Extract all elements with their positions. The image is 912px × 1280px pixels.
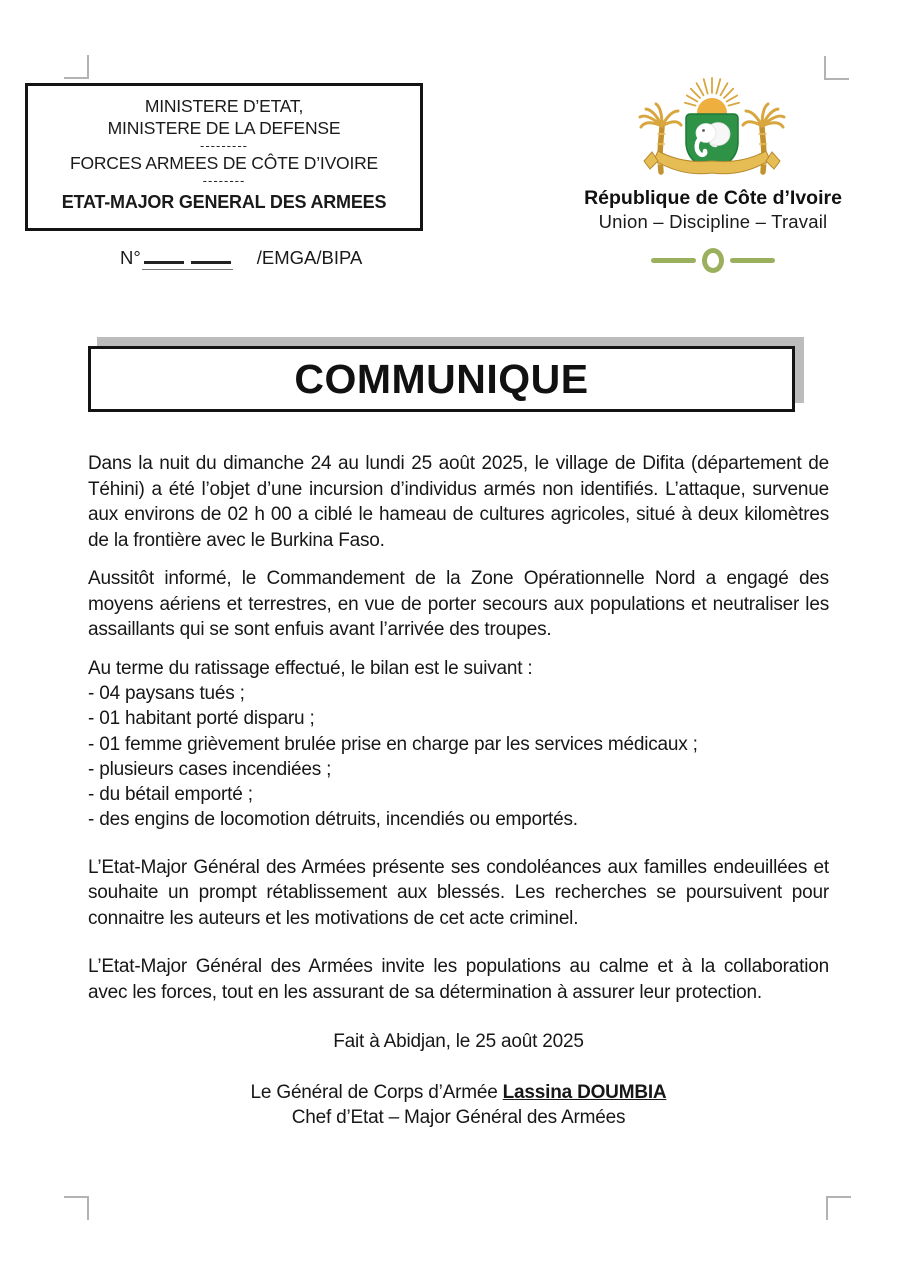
forces-armees-line: FORCES ARMEES DE CÔTE D’IVOIRE <box>69 153 379 173</box>
paragraph-appeal: L’Etat-Major Général des Armées invite les populations au calme et à la collaboration avec les forces, tout en les assurant de sa détermination à assurer leur protection. <box>88 956 829 1003</box>
reference-prefix: N° <box>120 247 141 268</box>
communique-title: COMMUNIQUE <box>294 355 589 402</box>
communique-title-box <box>88 346 795 412</box>
ministry-line-2: MINISTERE DE LA DEFENSE <box>107 118 341 138</box>
divider-line-left <box>651 258 696 263</box>
signature-line <box>88 1080 829 1106</box>
corner-mark-bottom-left <box>64 1196 89 1220</box>
corner-mark-top-right <box>824 56 849 80</box>
etat-major-line: ETAT-MAJOR GENERAL DES ARMEES <box>61 192 387 212</box>
corner-mark-bottom-right <box>826 1196 851 1220</box>
reference-number-line <box>120 247 362 270</box>
list-item: - plusieurs cases incendiées ; <box>88 758 332 780</box>
republic-title-block <box>575 186 851 233</box>
casualty-list-intro: Au terme du ratissage effectué, le bilan est le suivant : <box>88 657 533 679</box>
signature-block <box>88 1080 829 1131</box>
separator-dashes-1: --------- <box>200 138 248 153</box>
casualty-list <box>88 681 829 833</box>
paragraph-response: Aussitôt informé, le Commandement de la Zone Opérationnelle Nord a engagé des moyens aériens et terrestres, en vue de porter secours aux populations et neutraliser les assaillants qui se sont enfuis avant l’arrivée des troupes. <box>88 568 829 640</box>
divider-ring-icon <box>702 248 724 273</box>
ministry-header-box <box>25 83 423 231</box>
paragraph-condolences: L’Etat-Major Général des Armées présente ses condoléances aux familles endeuillées et souhaite un prompt rétablissement aux blessés. Les recherches se poursuivent pour connaitre les auteurs et les motivations de cet acte criminel. <box>88 856 829 929</box>
paragraph-incident: Dans la nuit du dimanche 24 au lundi 25 août 2025, le village de Difita (département de Téhini) a été l’objet d’une incursion d’individus armés non identifiés. L’attaque, survenue aux environs de 02 h 00 a ciblé le hameau de cultures agricoles, situé à deux kilomètres de la frontière avec le Burkina Faso. <box>88 453 829 551</box>
cote-divoire-coat-of-arms-icon <box>638 76 786 190</box>
list-item: - des engins de locomotion détruits, incendiés ou emportés. <box>88 809 578 831</box>
divider-line-right <box>730 258 775 263</box>
list-item: - 04 paysans tués ; <box>88 683 245 704</box>
ministry-line-1: MINISTERE D’ETAT, <box>144 96 304 116</box>
reference-suffix: /EMGA/BIPA <box>256 247 363 268</box>
communique-body <box>88 451 829 1131</box>
signature-title: Chef d’Etat – Major Général des Armées <box>291 1107 626 1129</box>
reference-blank-1 <box>144 247 184 264</box>
decorative-divider <box>645 247 781 273</box>
reference-blank-2 <box>191 247 231 264</box>
dateline: Fait à Abidjan, le 25 août 2025 <box>333 1031 584 1053</box>
corner-mark-top-left <box>64 55 89 79</box>
list-item: - 01 habitant porté disparu ; <box>88 708 315 730</box>
signature-name: Lassina DOUMBIA <box>502 1081 667 1103</box>
signature-rank: Le Général de Corps d’Armée <box>250 1081 503 1103</box>
reference-blank-underline <box>142 247 233 270</box>
republic-motto: Union – Discipline – Travail <box>598 211 828 232</box>
separator-dashes-2: -------- <box>202 173 246 188</box>
republic-title: République de Côte d’Ivoire <box>584 187 842 209</box>
list-item: - 01 femme grièvement brulée prise en charge par les services médicaux ; <box>88 733 698 755</box>
list-item: - du bétail emporté ; <box>88 784 253 806</box>
